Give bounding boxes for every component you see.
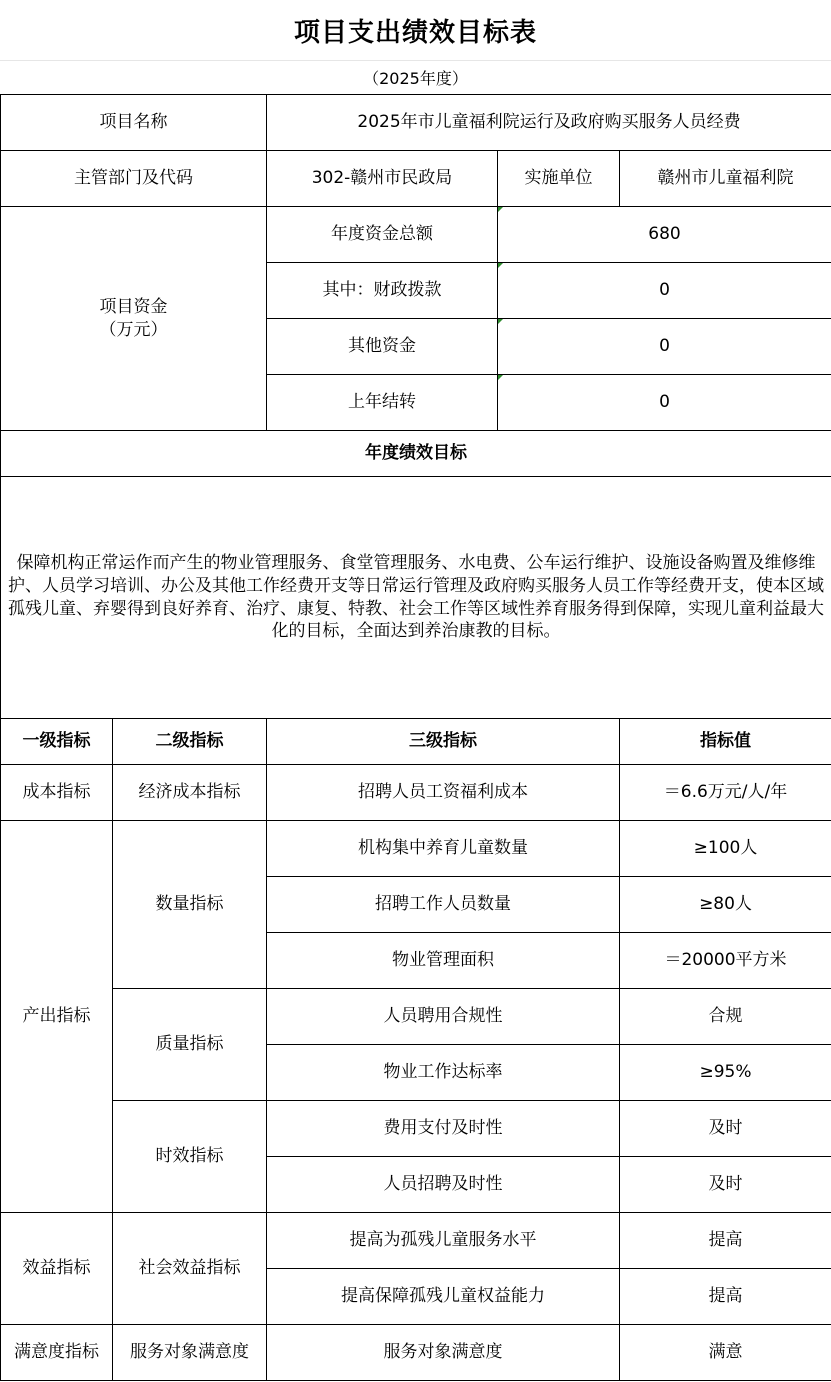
fund-label: 其中：财政拨款 <box>267 263 498 319</box>
indicator-value: 满意 <box>620 1325 831 1381</box>
fiscal-year: （2025年度） <box>363 68 468 88</box>
fund-value <box>498 263 831 319</box>
indicator-value: 及时 <box>620 1157 831 1213</box>
impl-value: 赣州市儿童福利院 <box>620 151 831 207</box>
project-name-value: 2025年市儿童福利院运行及政府购买服务人员经费 <box>267 95 831 151</box>
cell-marker-icon <box>498 319 503 324</box>
fund-value <box>498 207 831 263</box>
indicator-name: 服务对象满意度 <box>267 1325 620 1381</box>
annual-goal-text: 保障机构正常运作而产生的物业管理服务、食堂管理服务、水电费、公车运行维护、设施设备购置及维修维护、人员学习培训、办公及其他工作经费开支等日常运行管理及政府购买服务人员工作等经费开支，使本区域孤残儿童、弃婴得到良好养育、治疗、康复、特教、社会工作等区域性养育服务得到保障，实现儿童利益最大化的目标，全面达到养治康教的目标。 <box>1 477 831 719</box>
indicator-value: ＝6.6万元/人/年 <box>620 765 831 821</box>
fund-label: 年度资金总额 <box>267 207 498 263</box>
impl-label: 实施单位 <box>498 151 620 207</box>
dept-label: 主管部门及代码 <box>1 151 267 207</box>
cell-marker-icon <box>498 375 503 380</box>
indicator-name: 人员招聘及时性 <box>267 1157 620 1213</box>
level1-satisfaction: 满意度指标 <box>1 1325 113 1381</box>
page-title: 项目支出绩效目标表 <box>0 0 831 61</box>
indicator-name: 物业工作达标率 <box>267 1045 620 1101</box>
fund-value-text: 680 <box>648 224 681 245</box>
indicator-value: 及时 <box>620 1101 831 1157</box>
header-level1: 一级指标 <box>1 719 113 765</box>
fund-value-text: 0 <box>659 280 670 301</box>
cell-marker-icon <box>498 207 503 212</box>
header-value: 指标值 <box>620 719 831 765</box>
level1-cost: 成本指标 <box>1 765 113 821</box>
fund-value <box>498 375 831 431</box>
fund-label: 上年结转 <box>267 375 498 431</box>
indicator-name: 招聘工作人员数量 <box>267 877 620 933</box>
project-name-label: 项目名称 <box>1 95 267 151</box>
indicator-value: 提高 <box>620 1213 831 1269</box>
annual-goal-label: 年度绩效目标 <box>1 431 831 477</box>
indicator-value: ＝20000平方米 <box>620 933 831 989</box>
target-table <box>0 94 831 1381</box>
indicator-name: 提高保障孤残儿童权益能力 <box>267 1269 620 1325</box>
level2-quality: 质量指标 <box>113 989 267 1101</box>
fund-label: 其他资金 <box>267 319 498 375</box>
level2-economic-cost: 经济成本指标 <box>113 765 267 821</box>
level2-quantity: 数量指标 <box>113 821 267 989</box>
fund-value-text: 0 <box>659 392 670 413</box>
header-level2: 二级指标 <box>113 719 267 765</box>
indicator-name: 提高为孤残儿童服务水平 <box>267 1213 620 1269</box>
level2-service-satisfaction: 服务对象满意度 <box>113 1325 267 1381</box>
indicator-name: 人员聘用合规性 <box>267 989 620 1045</box>
level2-timeliness: 时效指标 <box>113 1101 267 1213</box>
indicator-value: 合规 <box>620 989 831 1045</box>
funds-label-text: 项目资金 （万元） <box>99 296 168 340</box>
dept-value: 302-赣州市民政局 <box>267 151 498 207</box>
funds-label <box>1 207 267 431</box>
indicator-value: ≥100人 <box>620 821 831 877</box>
indicator-name: 物业管理面积 <box>267 933 620 989</box>
indicator-name: 招聘人员工资福利成本 <box>267 765 620 821</box>
level1-benefit: 效益指标 <box>1 1213 113 1325</box>
header-level3: 三级指标 <box>267 719 620 765</box>
indicator-value: 提高 <box>620 1269 831 1325</box>
level2-social-benefit: 社会效益指标 <box>113 1213 267 1325</box>
indicator-name: 机构集中养育儿童数量 <box>267 821 620 877</box>
indicator-name: 费用支付及时性 <box>267 1101 620 1157</box>
fund-value-text: 0 <box>659 336 670 357</box>
cell-marker-icon <box>498 263 503 268</box>
indicator-value: ≥80人 <box>620 877 831 933</box>
level1-output: 产出指标 <box>1 821 113 1213</box>
fund-value <box>498 319 831 375</box>
indicator-value: ≥95% <box>620 1045 831 1101</box>
